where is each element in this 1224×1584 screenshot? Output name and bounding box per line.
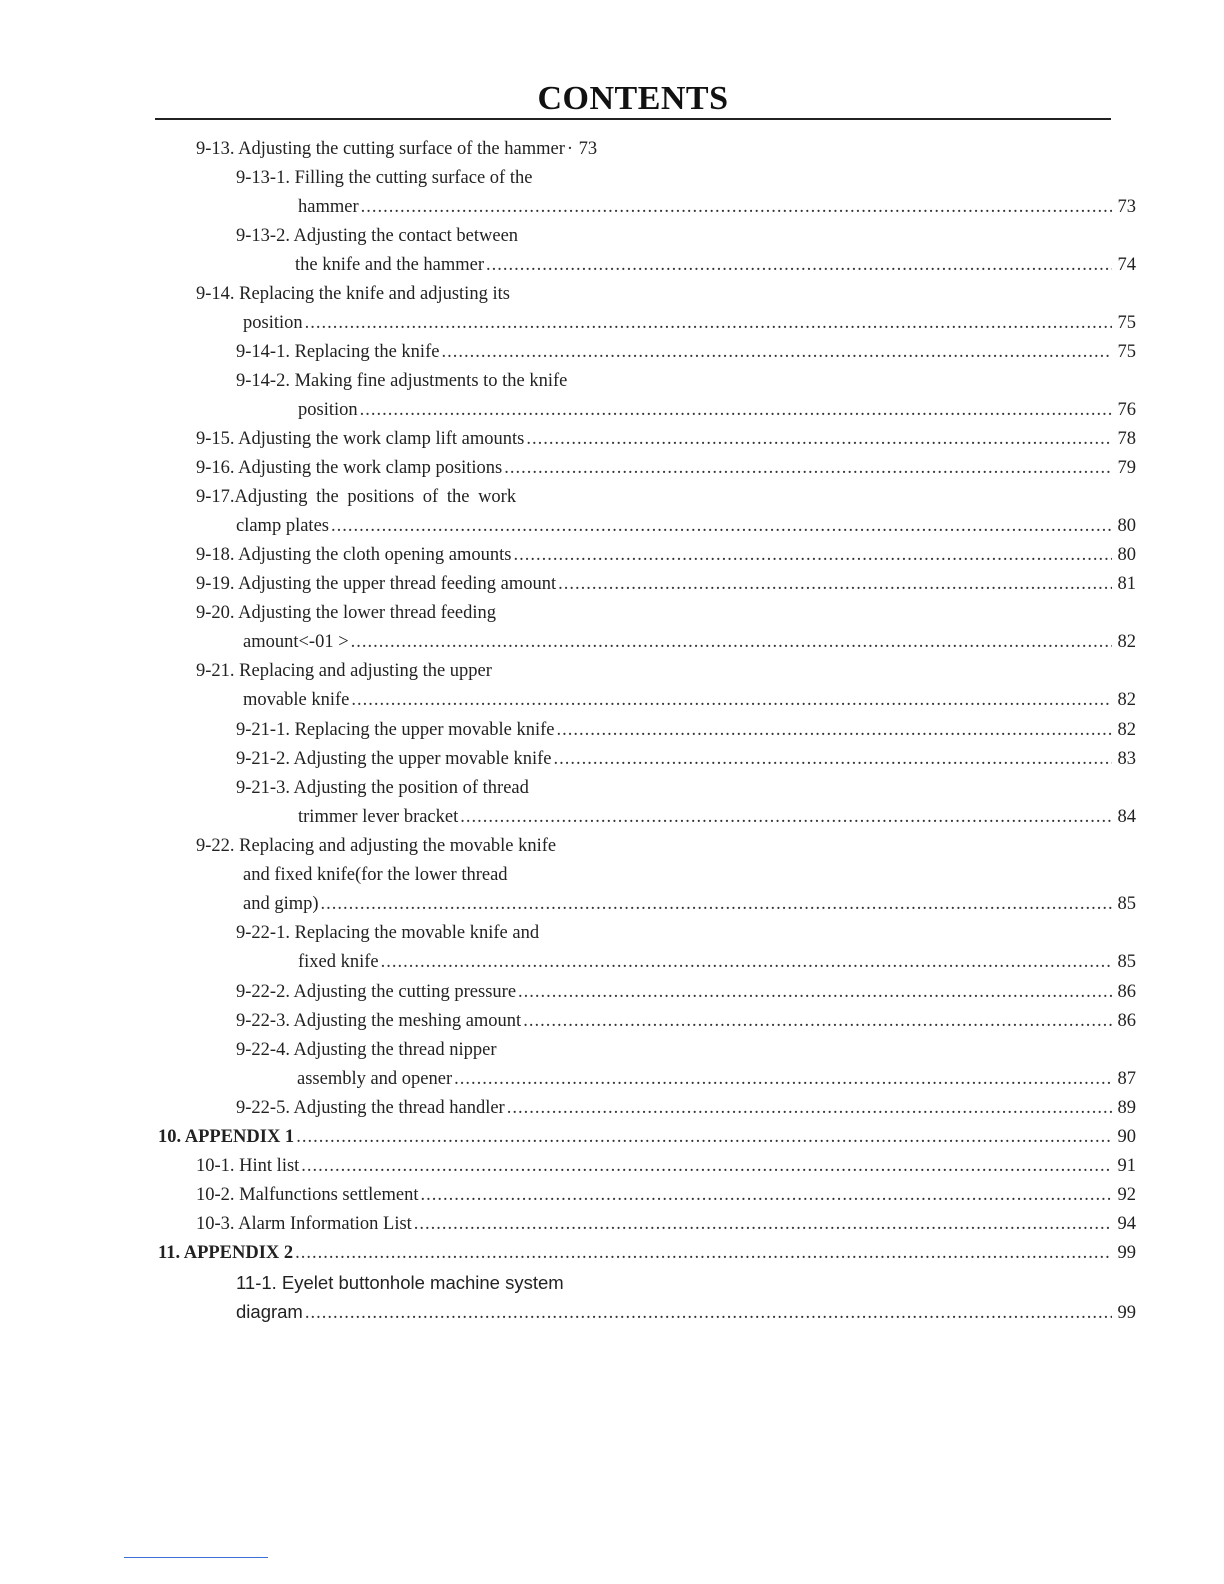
toc-entry-page: 85 — [1117, 894, 1136, 914]
toc-entry-text: and gimp) — [243, 894, 319, 914]
toc-entry[interactable] — [236, 512, 1136, 541]
toc-entry[interactable] — [236, 716, 1136, 745]
toc-entry-text: 10. APPENDIX 1 — [158, 1127, 295, 1147]
toc-entry-page: 86 — [1117, 982, 1136, 1002]
leader-dots — [305, 309, 1112, 338]
toc-entry[interactable] — [196, 541, 1136, 570]
toc-chapter-entry[interactable] — [158, 1239, 1136, 1268]
leader-dots — [361, 193, 1112, 222]
toc-entry[interactable] — [196, 570, 1136, 599]
toc-entry[interactable] — [196, 1181, 1136, 1210]
toc-entry-page: 78 — [1117, 429, 1136, 449]
toc-entry[interactable] — [236, 1094, 1136, 1123]
toc-entry-text: diagram — [236, 1301, 303, 1322]
leader-dots — [414, 1210, 1112, 1239]
toc-entry-text: assembly and opener — [297, 1069, 453, 1089]
leader-dots — [454, 1065, 1112, 1094]
toc-entry[interactable] — [243, 890, 1136, 919]
leader-dots — [381, 948, 1112, 977]
toc-entry[interactable]: 9-14-2. Making fine adjustments to the knife — [236, 371, 568, 391]
leader-dots — [557, 716, 1112, 745]
leader-dots — [441, 338, 1112, 367]
leader-dots — [523, 1007, 1112, 1036]
toc-entry[interactable]: 9-22-1. Replacing the movable knife and — [236, 923, 540, 943]
leader-dots — [321, 890, 1112, 919]
toc-entry[interactable]: 9-22. Replacing and adjusting the movable knife — [196, 836, 557, 856]
toc-entry-text: 9-14-1. Replacing the knife — [236, 342, 440, 362]
toc-entry[interactable]: 9-14. Replacing the knife and adjusting its — [196, 284, 510, 304]
toc-entry[interactable]: 9-20. Adjusting the lower thread feeding — [196, 603, 497, 623]
toc-entry[interactable] — [298, 193, 1136, 222]
toc-entry-page: 73 — [578, 139, 598, 159]
leader-dots — [331, 512, 1112, 541]
leader-dots — [526, 425, 1112, 454]
leader-dots — [295, 1239, 1112, 1268]
toc-chapter-entry[interactable] — [158, 1123, 1136, 1152]
toc-entry-text: 9-21-1. Replacing the upper movable knife — [236, 720, 555, 740]
toc-entry-page: 79 — [1117, 458, 1136, 478]
toc-entry-text: 9-15. Adjusting the work clamp lift amounts — [196, 429, 525, 449]
leader-dots — [351, 628, 1112, 657]
toc-entry-page: 89 — [1117, 1098, 1136, 1118]
toc-entry[interactable] — [236, 978, 1136, 1007]
leader-dots — [301, 1152, 1112, 1181]
toc-entry-text: 9-18. Adjusting the cloth opening amounts — [196, 545, 512, 565]
leader-dots — [360, 396, 1112, 425]
toc-entry-text: 9-13. Adjusting the cutting surface of the hammer — [196, 139, 565, 159]
title-rule — [155, 118, 1111, 120]
leader-dots — [518, 978, 1112, 1007]
toc-entry-text: fixed knife — [298, 952, 379, 972]
toc-entry[interactable] — [196, 454, 1136, 483]
leader-dots — [514, 541, 1112, 570]
toc-entry-text: 9-16. Adjusting the work clamp positions — [196, 458, 503, 478]
toc-entry-page: 92 — [1117, 1185, 1136, 1205]
toc-entry[interactable]: 9-13-2. Adjusting the contact between — [236, 226, 519, 246]
toc-entry-page: 99 — [1117, 1303, 1136, 1323]
leader-dots — [296, 1123, 1112, 1152]
toc-entry[interactable] — [236, 745, 1136, 774]
toc-entry-text: 9-22-5. Adjusting the thread handler — [236, 1098, 505, 1118]
leader-dots — [460, 803, 1112, 832]
toc-entry-page: 94 — [1117, 1214, 1136, 1234]
toc-entry[interactable] — [243, 309, 1136, 338]
toc-entry[interactable] — [243, 686, 1136, 715]
toc-entry-text: 10-3. Alarm Information List — [196, 1214, 412, 1234]
toc-entry[interactable]: 9-22-4. Adjusting the thread nipper — [236, 1040, 497, 1060]
toc-entry-page: 86 — [1117, 1011, 1136, 1031]
toc-entry[interactable]: 9-17.Adjusting the positions of the work — [196, 487, 517, 507]
leader-dots — [420, 1181, 1112, 1210]
page-title: CONTENTS — [537, 80, 729, 117]
toc-entry[interactable] — [298, 803, 1136, 832]
toc-entry[interactable] — [196, 425, 1136, 454]
toc-entry-page: 81 — [1117, 574, 1136, 594]
toc-entry[interactable]: 11-1. Eyelet buttonhole machine system — [236, 1272, 564, 1293]
toc-entry-page: 82 — [1117, 632, 1136, 652]
toc-entry-text: 9-19. Adjusting the upper thread feeding amount — [196, 574, 557, 594]
toc-entry-page: 84 — [1117, 807, 1136, 827]
leader-dots — [305, 1299, 1112, 1328]
toc-entry[interactable] — [298, 396, 1136, 425]
toc-entry-page: 80 — [1117, 545, 1136, 565]
toc-entry[interactable] — [196, 1210, 1136, 1239]
toc-entry-page: 74 — [1117, 255, 1136, 275]
toc-entry-page: 76 — [1117, 400, 1136, 420]
leader-dots — [486, 251, 1112, 280]
toc-entry-text: position — [298, 400, 358, 420]
toc-entry[interactable]: 9-21. Replacing and adjusting the upper — [196, 661, 492, 681]
toc-entry-page: 85 — [1117, 952, 1136, 972]
toc-entry-page: 80 — [1117, 516, 1136, 536]
toc-entry[interactable] — [236, 1297, 1136, 1326]
toc-entry-text: 10-1. Hint list — [196, 1156, 300, 1176]
toc-entry-text: 9-22-3. Adjusting the meshing amount — [236, 1011, 522, 1031]
toc-entry[interactable]: 9-21-3. Adjusting the position of thread — [236, 778, 529, 798]
leader-dots — [504, 454, 1112, 483]
toc-entry-text: movable knife — [243, 690, 350, 710]
toc-entry[interactable] — [196, 135, 1136, 164]
toc-entry[interactable] — [297, 1065, 1136, 1094]
toc-entry-text: hammer — [298, 197, 359, 217]
toc-entry-page: 73 — [1117, 197, 1136, 217]
toc-entry-page: 82 — [1117, 690, 1136, 710]
toc-entry[interactable] — [298, 948, 1136, 977]
toc-entry-page: 82 — [1117, 720, 1136, 740]
toc-entry[interactable] — [236, 338, 1136, 367]
toc-entry[interactable] — [196, 1152, 1136, 1181]
toc-entry[interactable] — [295, 251, 1136, 280]
toc-entry-page: 75 — [1117, 342, 1136, 362]
toc-entry-page: 87 — [1117, 1069, 1136, 1089]
toc-entry-text: amount<-01 > — [243, 632, 349, 652]
toc-entry-page: 99 — [1117, 1243, 1136, 1263]
footer-rule — [124, 1557, 268, 1558]
toc-entry-page: 90 — [1117, 1127, 1136, 1147]
toc-entry-page: 83 — [1117, 749, 1136, 769]
leader-dots — [553, 745, 1112, 774]
toc-entry-text: 9-21-2. Adjusting the upper movable knife — [236, 749, 552, 769]
toc-entry[interactable] — [236, 1007, 1136, 1036]
leader-dots — [351, 686, 1112, 715]
toc-entry-page: 75 — [1117, 313, 1136, 333]
leader-dots — [507, 1094, 1112, 1123]
toc-entry-text: the knife and the hammer — [295, 255, 485, 275]
toc-entry-text: 11. APPENDIX 2 — [158, 1243, 294, 1263]
leader-dots — [558, 570, 1112, 599]
toc-entry-text: position — [243, 313, 303, 333]
toc-entry-page: 91 — [1117, 1156, 1136, 1176]
toc-entry-text: clamp plates — [236, 516, 329, 536]
toc-entry-text: 10-2. Malfunctions settlement — [196, 1185, 419, 1205]
toc-entry-separator: · — [566, 139, 574, 159]
toc-entry[interactable]: 9-13-1. Filling the cutting surface of the — [236, 168, 533, 188]
toc-entry-text: 9-22-2. Adjusting the cutting pressure — [236, 982, 517, 1002]
toc-entry-text: trimmer lever bracket — [298, 807, 459, 827]
toc-entry[interactable] — [243, 628, 1136, 657]
toc-entry[interactable]: and fixed knife(for the lower thread — [243, 865, 508, 885]
